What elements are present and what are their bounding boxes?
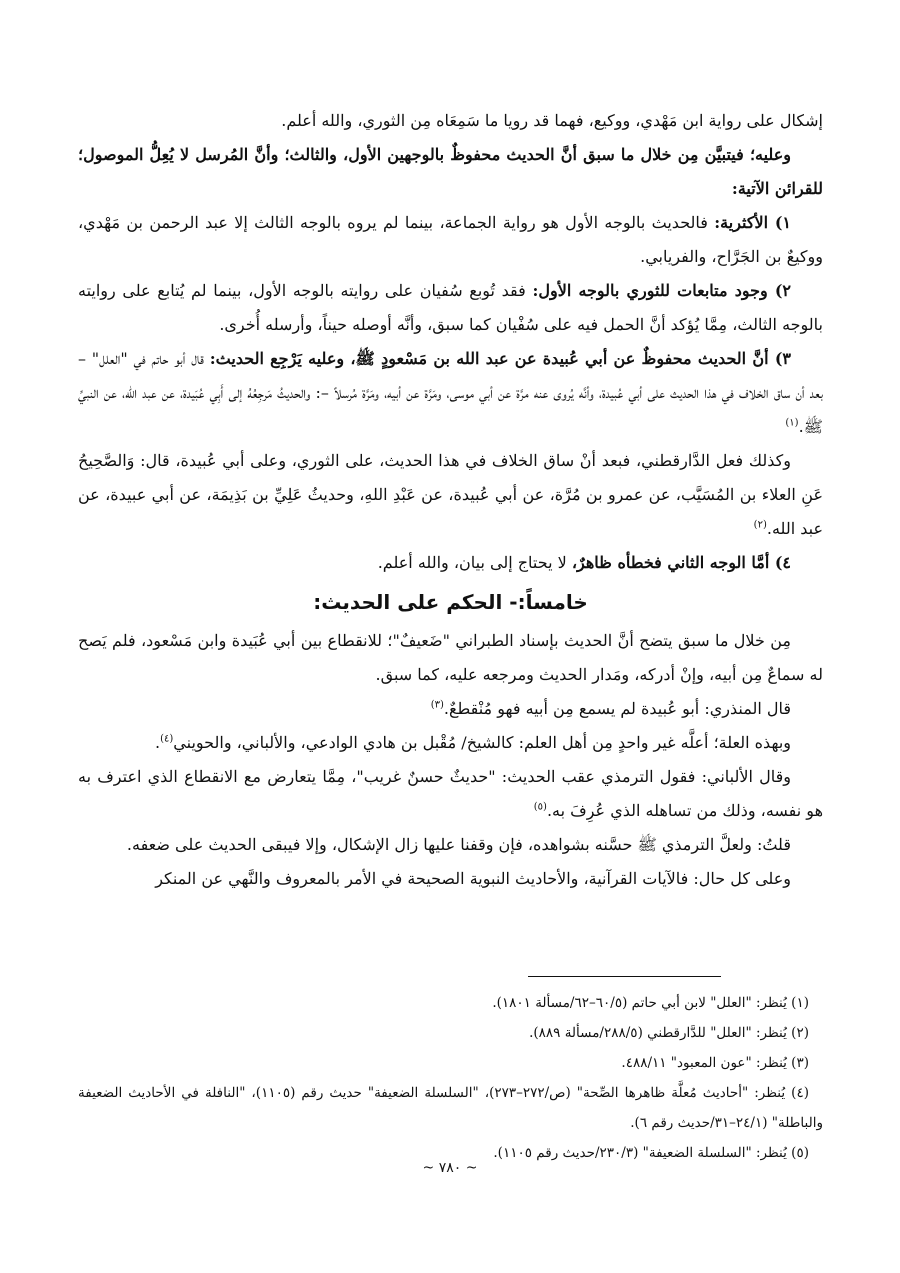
list-item-3 <box>78 342 823 444</box>
paragraph-illa-end: . <box>155 733 161 752</box>
list-item-3-text: قال أبو حاتم في "العلل" – بعد أن ساق الخلاف في هذا الحديث على أبي عُبيدة، وأنَّه يُروى عنه مرَّة عن أبي موسى، ومَرَّة عن أبيه، ومَرَّة مُرسلاً –: والحديثُ مَرجِعُهُ إلى أَبِي عُبَيدة، عن عبد الله، عن النبيِّ ﷺ. <box>78 349 823 436</box>
footnote-ref-4[interactable]: (٤) <box>160 733 174 745</box>
footnote-5: (٥) يُنظر: "السلسلة الضعيفة" (٢٣٠/٣/حديث رقم ١١٠٥). <box>493 1145 809 1161</box>
paragraph-qultu: قلتُ: ولعلَّ الترمذي ﷺ حسَّنه بشواهده، فإن وقفنا عليها زال الإشكال، وإلا فيبقى الحديث على ضعفه. <box>126 835 791 854</box>
list-item-3-label: ٣) أنَّ الحديث محفوظٌ عن أبي عُبيدة عن عبد الله بن مَسْعودٍ ﷺ، وعليه يَرْجِع الحديث: <box>209 349 792 368</box>
footnote-ref-5[interactable]: (٥) <box>533 801 547 813</box>
paragraph-daraqutni-text: وكذلك فعل الدَّارقطني، فبعد أنْ ساق الخلاف في هذا الحديث، على الثوري، وعلى أبي عُبيدة، قال: وَالصَّحِيحُ عَنِ العلاء بن المُسَيَّب، عن عمرو بن مُرَّة، عن أبي عُبيدة، عن عَبْدِ اللهِ، وحديثُ عَلِيِّ بن بَذِيمَة، عن أبي عبيدة، عن عبد الله. <box>78 451 823 538</box>
footnote-3: (٣) يُنظر: "عون المعبود" ٤٨٨/١١. <box>621 1055 809 1071</box>
list-item-2 <box>78 274 823 342</box>
list-item-2-label: ٢) وجود متابعات للثوري بالوجه الأول: <box>532 281 792 300</box>
paragraph-illa <box>78 726 823 760</box>
list-item-1 <box>78 206 823 274</box>
footnote-ref-3[interactable]: (٣) <box>430 699 444 711</box>
paragraph-illa-text: وبهذه العلة؛ أعلَّه غير واحدٍ مِن أهل العلم: كالشيخ/ مُقْبل بن هادي الوادعي، والألباني، والحويني <box>173 733 791 752</box>
paragraph-mundhiri <box>78 692 823 726</box>
paragraph-conclusion: وعليه؛ فيتبيَّن مِن خلال ما سبق أنَّ الحديث محفوظٌ بالوجهين الأول، والثالث؛ وأنَّ المُرسل لا يُعِلُّ الموصول؛ للقرائن الآتية: <box>78 145 823 198</box>
footnote-2: (٢) يُنظر: "العلل" للدَّارقطني (٢٨٨/٥/مسألة ٨٨٩). <box>529 1025 809 1041</box>
list-item-1-label: ١) الأكثرية: <box>714 213 792 232</box>
footnote-separator <box>528 976 721 977</box>
footnote-ref-2[interactable]: (٢) <box>753 519 767 531</box>
list-item-4-text: لا يحتاج إلى بيان، والله أعلم. <box>377 553 572 572</box>
paragraph-last: وعلى كل حال: فالآيات القرآنية، والأحاديث النبوية الصحيحة في الأمر بالمعروف والنَّهي عن المنكر <box>155 869 791 888</box>
paragraph-albani <box>78 760 823 828</box>
footnote-4: (٤) يُنظر: "أحاديث مُعلَّة ظاهرها الصِّحة" (ص/٢٧٢–٢٧٣)، "السلسلة الضعيفة" حديث رقم (١١٠٥)، "النافلة في الأحاديث الضعيفة والباطلة" (٢٤/١–٣١/حديث رقم ٦). <box>78 1085 823 1131</box>
list-item-2-text: فقد تُوبع سُفيان على روايته بالوجه الأول، بينما لم يُتابع على روايته بالوجه الثالث، مِمَّا يُؤكد أنَّ الحمل فيه على سُفْيان كما سبق، وأنَّه أوصله حيناً، وأرسله أُخرى. <box>78 281 823 334</box>
paragraph-daraqutni <box>78 444 823 546</box>
footnotes <box>78 988 823 1168</box>
list-item-4-label: ٤) أمَّا الوجه الثاني فخطأه ظاهرٌ، <box>571 553 791 572</box>
paragraph-albani-text: وقال الألباني: فقول الترمذي عقب الحديث: "حديثٌ حسنٌ غريب"، مِمَّا يتعارض مع الانقطاع الذي اعترف به هو نفسه، وذلك من تساهله الذي عُرِفَ به. <box>78 767 823 820</box>
paragraph-ruling: مِن خلال ما سبق يتضح أنَّ الحديث بإسناد الطبراني "ضَعيفٌ"؛ للانقطاع بين أبي عُبَيدة وابن مَسْعود، فلم يَصح له سماعٌ مِن أبيه، وإنْ أدركه، ومَدار الحديث ومرجعه عليه، كما سبق. <box>78 631 823 684</box>
list-item-1-text: فالحديث بالوجه الأول هو رواية الجماعة، بينما لم يروه بالوجه الثالث إلا عبد الرحمن بن مَهْدي، ووكيعٌ بن الجَرَّاح، والفريابي. <box>78 213 823 266</box>
page-body <box>78 104 823 896</box>
list-item-4 <box>78 546 823 580</box>
paragraph-intro: إشكال على رواية ابن مَهْدي، ووكيع، فهما قد رويا ما سَمِعَاه مِن الثوري، والله أعلم. <box>281 111 823 130</box>
paragraph-mundhiri-text: قال المنذري: أبو عُبيدة لم يسمع مِن أبيه فهو مُنْقطعٌ. <box>443 699 791 718</box>
page-number: ~ ٧٨٠ ~ <box>422 1160 478 1176</box>
section-heading: خامساً:- الحكم على الحديث: <box>313 590 588 614</box>
footnote-1: (١) يُنظر: "العلل" لابن أبي حاتم (٦٠/٥–٦٢/مسألة ١٨٠١). <box>492 995 809 1011</box>
footnote-ref-1[interactable]: (١) <box>785 417 799 429</box>
